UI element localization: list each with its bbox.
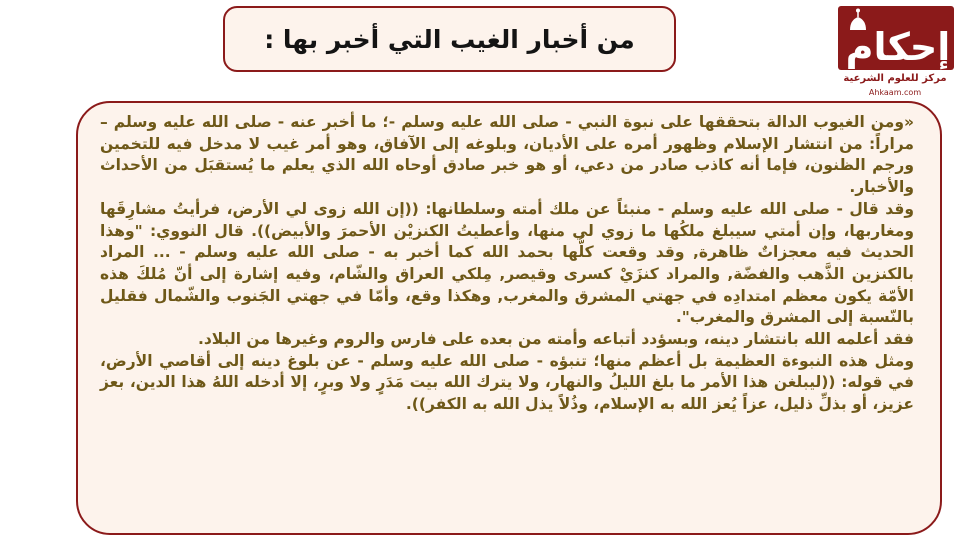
paragraph-intro: «ومن الغيوب الدالة بتحققها على نبوة النبي - صلى الله عليه وسلم -؛ ما أخبر عنه - صلى الله عليه وسلم – مراراً: من انتشار الإسلام وظهور أمره على الأديان، وبلوغه إلى الآفاق، وهو أمر غيب لا مدخل فيه للتخمين ورجم الظنون، فإما أنه كاذب صادر من دعي، أو هو خبر صادق أوحاه الله الذي يعلم ما يُستقبَل من الأحداث والأخبار. [100,113,914,197]
paragraph-hadith-kingdom: وقد قال - صلى الله عليه وسلم - منبئاً عن ملك أمته وسلطانها: ((إن الله زوى لي الأرض، فرأيتُ مشارِقَها ومغاربها، وإن أمتي سيبلغ ملكُها ما زوي لي منها، وأعطيتُ الكنزيْن الأحمرَ والأبيض)). قال النووي: "وهذا الحديث فيه معجزاتٌ ظاهرة, وقد وقعت كلُّها بحمد الله كما أخبر به - صلى الله عليه وسلم - ... المراد بالكنزين الذَّهب والفضّة, والمراد كنزَيْ كسرى وقيصر, مِلكي العراق والشّام، وفيه إشارة إلى أنّ مُلكَ هذه الأمّة يكون معظم امتدادِه في جهتي المشرق والمغرب, وهكذا وقع، وأمّا في جهتي الجَنوب والشّمال فقليل بالنّسبة إلى المشرق والمغرب". [100,199,914,327]
paragraph-prophecy: ومثل هذه النبوءة العظيمة بل أعظم منها؛ تنبؤه - صلى الله عليه وسلم - عن بلوغ دينه إلى أقاصي الأرض، في قوله: ((ليبلغن هذا الأمر ما بلغ الليلُ والنهار، ولا يترك الله بيت مَدَرٍ ولا وبرٍ، إلا أدخله اللهُ هذا الدين، بعز عزيز، أو بذلِّ ذليل، عزاً يُعز الله به الإسلام، وذُلاً يذل الله به الكفر)). [100,351,914,414]
ahkaam-logo [836,4,956,100]
content-panel [76,101,942,535]
logo-subtitle: مركز للعلوم الشرعية [843,73,947,84]
logo-wordmark: إحكام [845,25,951,69]
logo-url: Ahkaam.com [868,88,922,97]
logo-mark [836,4,956,72]
slide-title: من أخبار الغيب التي أخبر بها : [264,24,635,54]
paragraph-spread: فقد أعلمه الله بانتشار دينه، وبسؤدد أتباعه وأمته من بعده على فارس والروم وغيرها من البلاد. [197,330,914,349]
title-banner [223,6,676,72]
